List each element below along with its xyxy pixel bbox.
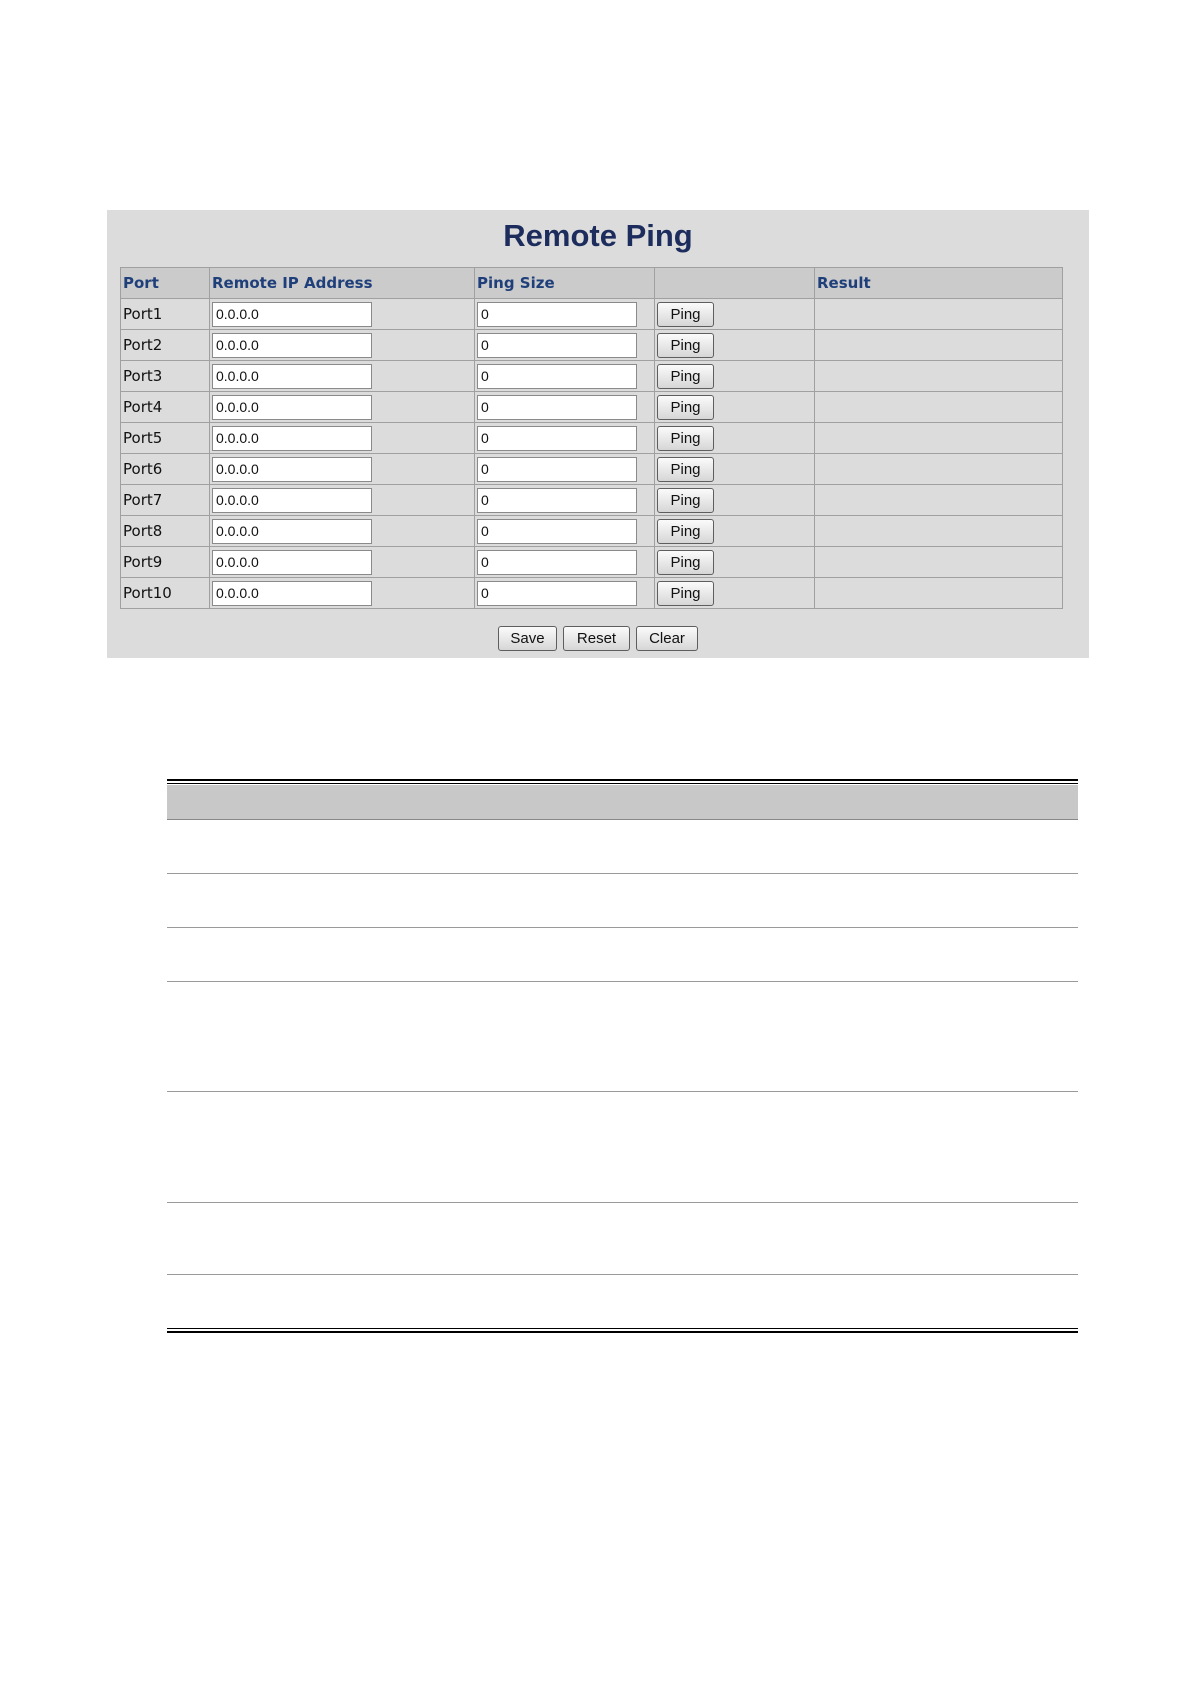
row-divider [167, 1202, 1078, 1203]
port-label: Port3 [121, 361, 210, 392]
remote-ip-input[interactable]: 0.0.0.0 [212, 395, 372, 420]
table-top-rule [167, 779, 1078, 784]
remote-ip-input[interactable]: 0.0.0.0 [212, 426, 372, 451]
ping-result [815, 485, 1063, 516]
ping-result [815, 392, 1063, 423]
table-row [121, 299, 1063, 330]
ping-button[interactable]: Ping [657, 426, 714, 451]
ping-size-input[interactable]: 0 [477, 302, 637, 327]
ping-result [815, 361, 1063, 392]
table-row [121, 361, 1063, 392]
row-divider [167, 1091, 1078, 1092]
ping-button[interactable]: Ping [657, 395, 714, 420]
column-header-remote-ip: Remote IP Address [210, 268, 475, 299]
remote-ip-input[interactable]: 0.0.0.0 [212, 550, 372, 575]
column-header-action [655, 268, 815, 299]
port-label: Port1 [121, 299, 210, 330]
ping-size-input[interactable]: 0 [477, 364, 637, 389]
remote-ip-input[interactable]: 0.0.0.0 [212, 457, 372, 482]
ping-size-input[interactable]: 0 [477, 426, 637, 451]
remote-ping-panel [107, 210, 1089, 658]
table-row [121, 454, 1063, 485]
save-button[interactable]: Save [498, 626, 557, 651]
table-row [121, 578, 1063, 609]
ping-button[interactable]: Ping [657, 333, 714, 358]
ping-size-input[interactable]: 0 [477, 395, 637, 420]
ping-button[interactable]: Ping [657, 457, 714, 482]
ping-result [815, 330, 1063, 361]
description-table [167, 779, 1078, 1333]
ping-button[interactable]: Ping [657, 581, 714, 606]
remote-ip-input[interactable]: 0.0.0.0 [212, 364, 372, 389]
ping-result [815, 423, 1063, 454]
port-label: Port8 [121, 516, 210, 547]
table-header-row [121, 268, 1063, 299]
ping-button[interactable]: Ping [657, 302, 714, 327]
ping-size-input[interactable]: 0 [477, 457, 637, 482]
port-label: Port6 [121, 454, 210, 485]
table-row [121, 516, 1063, 547]
form-actions [107, 626, 1089, 651]
ping-result [815, 516, 1063, 547]
port-label: Port5 [121, 423, 210, 454]
table-bottom-rule [167, 1328, 1078, 1333]
reset-button[interactable]: Reset [563, 626, 630, 651]
ping-result [815, 547, 1063, 578]
clear-button[interactable]: Clear [636, 626, 698, 651]
port-label: Port10 [121, 578, 210, 609]
ping-result [815, 578, 1063, 609]
ping-size-input[interactable]: 0 [477, 550, 637, 575]
description-table-header [167, 785, 1078, 820]
column-header-port: Port [121, 268, 210, 299]
ping-result [815, 299, 1063, 330]
table-row [121, 485, 1063, 516]
column-header-ping-size: Ping Size [475, 268, 655, 299]
remote-ip-input[interactable]: 0.0.0.0 [212, 519, 372, 544]
remote-ip-input[interactable]: 0.0.0.0 [212, 488, 372, 513]
table-row [121, 330, 1063, 361]
port-label: Port4 [121, 392, 210, 423]
ping-size-input[interactable]: 0 [477, 333, 637, 358]
remote-ip-input[interactable]: 0.0.0.0 [212, 581, 372, 606]
table-row [121, 392, 1063, 423]
row-divider [167, 1274, 1078, 1275]
table-row [121, 423, 1063, 454]
port-label: Port9 [121, 547, 210, 578]
ping-button[interactable]: Ping [657, 519, 714, 544]
page-title: Remote Ping [503, 218, 693, 253]
column-header-result: Result [815, 268, 1063, 299]
remote-ping-table [120, 267, 1063, 609]
ping-size-input[interactable]: 0 [477, 488, 637, 513]
port-label: Port2 [121, 330, 210, 361]
table-row [121, 547, 1063, 578]
row-divider [167, 927, 1078, 928]
remote-ip-input[interactable]: 0.0.0.0 [212, 302, 372, 327]
port-label: Port7 [121, 485, 210, 516]
ping-button[interactable]: Ping [657, 550, 714, 575]
ping-button[interactable]: Ping [657, 488, 714, 513]
row-divider [167, 873, 1078, 874]
row-divider [167, 981, 1078, 982]
ping-button[interactable]: Ping [657, 364, 714, 389]
ping-result [815, 454, 1063, 485]
ping-size-input[interactable]: 0 [477, 519, 637, 544]
remote-ip-input[interactable]: 0.0.0.0 [212, 333, 372, 358]
ping-size-input[interactable]: 0 [477, 581, 637, 606]
